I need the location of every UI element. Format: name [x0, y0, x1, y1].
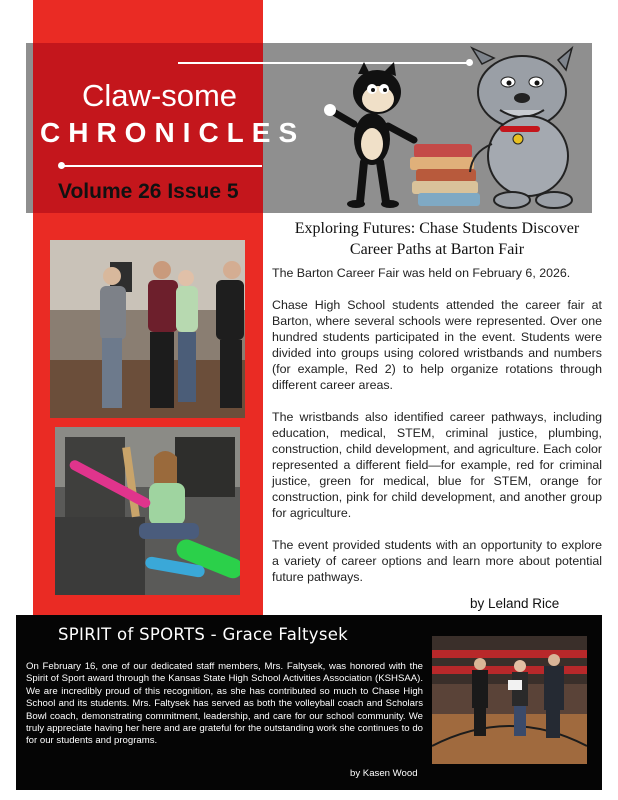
article-title-line2: Career Paths at Barton Fair	[349, 241, 525, 258]
student-with-pool-noodles-photo	[55, 427, 240, 595]
article-paragraph: The event provided students with an opportunity to explore a variety of career options and learn more about potential future pathways.	[272, 538, 602, 584]
sports-byline: by Kasen Wood	[350, 768, 418, 779]
masthead-rule-bottom	[62, 165, 262, 167]
article-body	[272, 265, 602, 601]
sports-text: On February 16, one of our dedicated staff members, Mrs. Faltysek, was honored with the Spirit of Sport award through the Kansas State High School Activities Association (KSHSAA). We are incredibly proud of this recognition, as she has contributed so much to Chase High School and its students. Mrs. Faltysek has served as both the volleyball coach and Scholars Bowl coach, demonstrating commitment, leadership, and care for our school community. We truly appreciate having her here and are grateful for the outstanding work she continues to do for our students and programs.	[26, 661, 423, 747]
article-paragraph: The Barton Career Fair was held on February 6, 2026.	[272, 266, 571, 280]
article-paragraph: The wristbands also identified career pathways, including education, medical, STEM, criminal justice, plumbing, construction, child development, and agriculture. Each color represented a different field—for example, red for criminal justice, green for medical, blue for STEM, orange for construction, pink for child development, and another group for agriculture.	[272, 410, 602, 520]
book-icon-red	[414, 144, 472, 158]
masthead-title-line2: CHRONICLES	[40, 117, 306, 148]
students-with-wristbands-photo	[50, 240, 245, 418]
volume-issue: Volume 26 Issue 5	[58, 180, 239, 203]
masthead-rule-dot-left	[58, 162, 65, 169]
award-presentation-photo	[432, 636, 587, 764]
article-byline: by Leland Rice	[470, 596, 560, 611]
masthead-title-line1: Claw-some	[82, 78, 238, 113]
sports-heading: SPIRIT of SPORTS - Grace Faltysek	[58, 625, 349, 644]
article-title-line1: Exploring Futures: Chase Students Discover	[294, 220, 580, 237]
article-paragraph: Chase High School students attended the career fair at Barton, where several schools were represented. Over one hundred students participated in the event. Students were divided into groups using colored wristbands and numbers (for example, Red 2) to help organize rotations through different career areas.	[272, 298, 602, 392]
article-title	[272, 218, 602, 260]
mascot-illustration	[322, 44, 592, 214]
